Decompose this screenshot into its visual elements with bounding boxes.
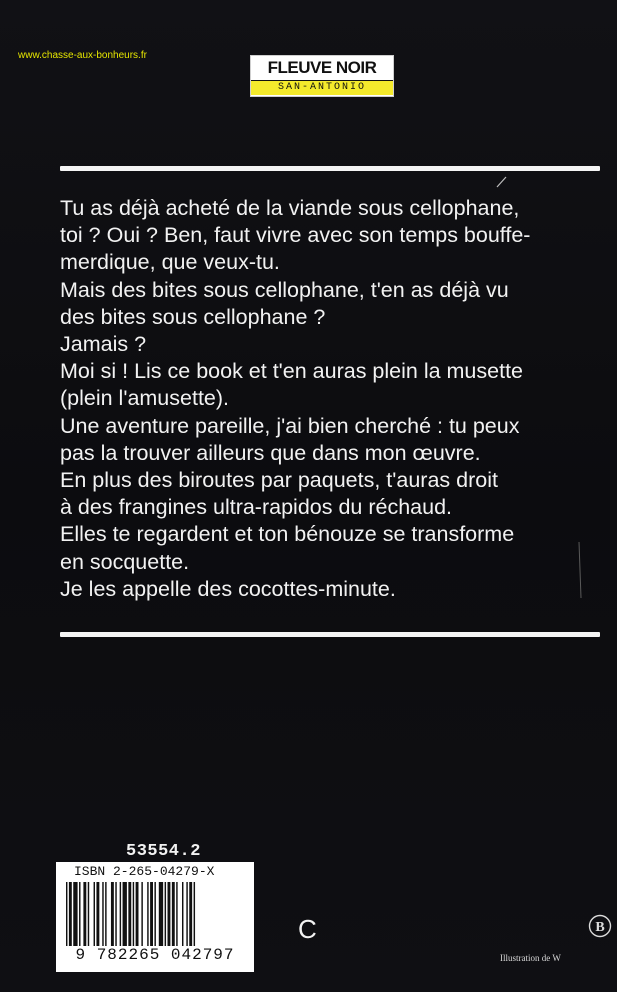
blurb-line: pas la trouver ailleurs que dans mon œuvre. [60, 440, 481, 465]
copyright-mark: C [298, 914, 317, 944]
barcode-bar [94, 882, 95, 946]
barcode-bar [66, 882, 67, 946]
barcode-bar [194, 882, 195, 946]
barcode-bar [189, 882, 192, 946]
barcode-bar [141, 882, 142, 946]
barcode [56, 862, 254, 972]
blurb-text [60, 195, 608, 603]
publisher-logo [250, 55, 394, 97]
ean-number: 9 782265 042797 [75, 946, 235, 964]
barcode-bar [165, 882, 166, 946]
blurb-line: Moi si ! Lis ce book et t'en auras plein la musette [60, 359, 524, 384]
blurb-line: En plus des biroutes par paquets, t'auras droit [60, 468, 498, 493]
barcode-bar [111, 882, 114, 946]
barcode-bar [133, 882, 134, 946]
barcode-bar [123, 882, 127, 946]
barcode-bar [79, 882, 80, 946]
blurb-line: Jamais ? [60, 332, 147, 357]
blurb-line: Une aventure pareille, j'ai bien cherché : tu peux [60, 413, 520, 438]
blurb-line: Je les appelle des cocottes-minute. [60, 576, 396, 601]
barcode-bar [150, 882, 153, 946]
barcode-bar [120, 882, 121, 946]
barcode-bar [176, 882, 177, 946]
barcode-bars [64, 882, 250, 946]
svg-text:B: B [595, 920, 605, 935]
blurb-line: merdique, que veux-tu. [60, 250, 280, 275]
top-divider [60, 166, 600, 171]
barcode-bar [115, 882, 116, 946]
barcode-bar [69, 882, 72, 946]
blurb-line: Mais des bites sous cellophane, t'en as déjà vu [60, 277, 509, 302]
publisher-logo-collection: SAN-ANTONIO [251, 80, 393, 95]
barcode-bar [73, 882, 77, 946]
barcode-bar [83, 882, 86, 946]
barcode-bar [159, 882, 163, 946]
barcode-bar [168, 882, 171, 946]
blurb-line: en socquette. [60, 549, 190, 574]
isbn-label: ISBN 2-265-04279-X [74, 864, 215, 879]
barcode-bar [182, 882, 183, 946]
blurb-line: des bites sous cellophane ? [60, 304, 326, 329]
scuff-mark [575, 540, 585, 600]
fb-monogram-icon [588, 914, 612, 938]
barcode-bar [186, 882, 187, 946]
blurb-line: toi ? Oui ? Ben, faut vivre avec son temps bouffe- [60, 223, 531, 248]
barcode-bar [147, 882, 148, 946]
illustration-credit: Illustration de W [500, 953, 561, 963]
blurb-line: Tu as déjà acheté de la viande sous cellophane, [60, 196, 520, 220]
publisher-logo-top: FLEUVE NOIR [267, 58, 377, 77]
bottom-divider [60, 632, 600, 637]
blurb-line: (plein l'amusette). [60, 386, 230, 411]
blurb-line: à des frangines ultra-rapidos du réchaud. [60, 495, 453, 520]
barcode-bar [154, 882, 155, 946]
barcode-bar [105, 882, 106, 946]
scuff-mark [495, 175, 509, 189]
watermark-url: www.chasse-aux-bonheurs.fr [18, 50, 147, 61]
blurb-line: Elles te regardent et ton bénouze se transforme [60, 522, 515, 547]
catalog-number: 53554.2 [126, 842, 201, 861]
barcode-bar [102, 882, 103, 946]
barcode-bar [88, 882, 89, 946]
barcode-bar [172, 882, 175, 946]
barcode-bar [128, 882, 131, 946]
barcode-bar [96, 882, 99, 946]
barcode-bar [136, 882, 139, 946]
